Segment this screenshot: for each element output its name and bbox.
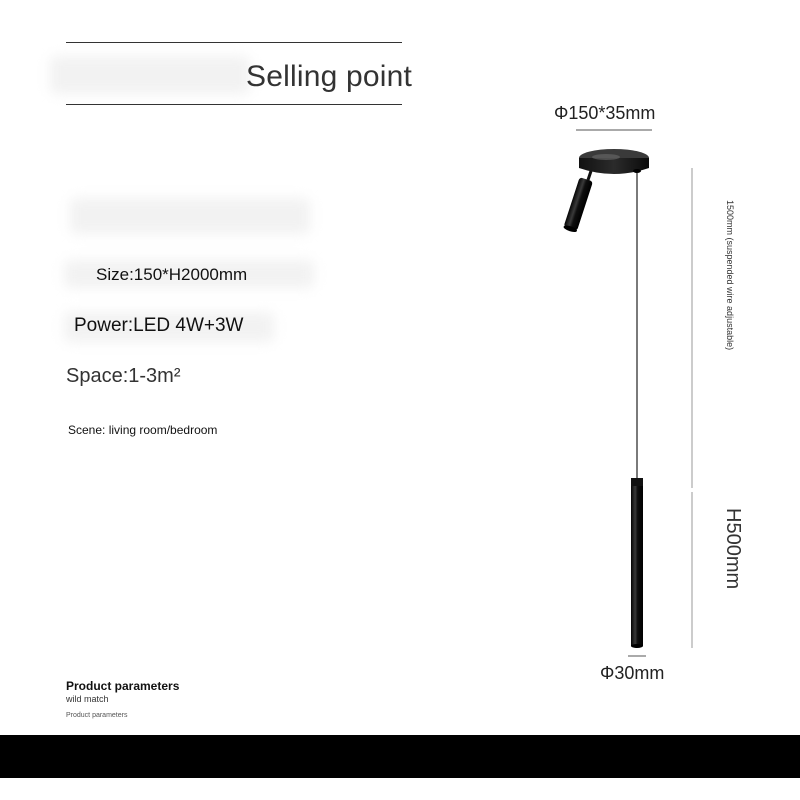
tube-pendant [631,486,643,646]
footer-subtitle: wild match [66,694,109,704]
spec-space: Space:1-3m² [66,365,181,387]
canopy-dimension: Φ150*35mm [554,103,656,123]
tube-dimension: Φ30mm [600,663,665,683]
tube-height-label: H500mm [722,508,744,590]
spec-scene: Scene: living room/bedroom [68,423,218,437]
footer-tiny-label: Product parameters [66,712,128,719]
wire-length-label: 1500mm (suspended wire adjustable) [725,200,735,351]
spec-size: Size:150*H2000mm [96,265,248,284]
section-heading: Selling point [246,60,413,93]
spec-power: Power:LED 4W+3W [74,315,244,336]
footer-title: Product parameters [66,679,180,693]
spotlight [563,177,593,233]
